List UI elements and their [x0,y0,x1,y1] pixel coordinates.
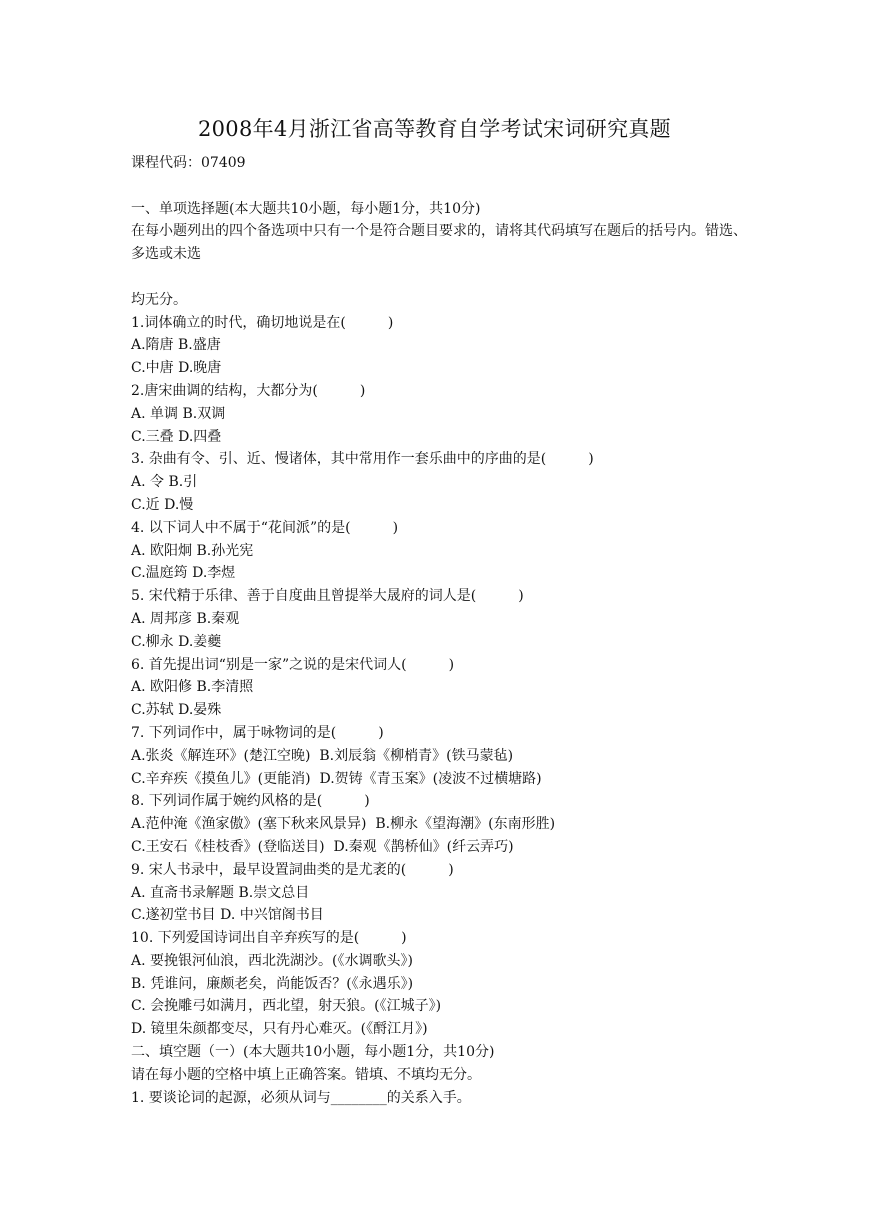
section1-instruction-cont: 均无分。 [131,291,187,308]
question-options: C.三叠 D.四叠 [131,428,222,445]
question-8 [131,790,751,858]
question-options: C.近 D.慢 [131,496,194,513]
question-options: C.王安石《桂枝香》(登临送目) D.秦观《鹊桥仙》(纤云弄巧) [131,838,514,855]
course-code: 课程代码：07409 [131,155,246,171]
question-text: 6. 首先提出词“别是一家”之说的是宋代词人( ) [131,656,455,673]
question-options: A. 欧阳炯 B.孙光宪 [131,542,254,559]
question-5 [131,585,751,653]
question-options: A. 令 B.引 [131,474,198,491]
question-text: 4. 以下词人中不属于“花间派”的是( ) [131,519,399,536]
question-2 [131,380,751,448]
question-option: C. 会挽雕弓如满月，西北望，射天狼。(《江城子》) [131,998,442,1015]
section2-heading: 二、填空题（一）(本大题共10小题，每小题1分，共10分) [131,1044,495,1061]
section1-instruction: 在每小题列出的四个备选项中只有一个是符合题目要求的，请将其代码填写在题后的括号内。错选、多选或未选 [131,223,747,263]
question-options: A.张炎《解连环》(楚江空晚) B.刘辰翁《柳梢青》(铁马蒙毡) [131,747,514,764]
question-options: C.柳永 D.姜夔 [131,633,222,650]
question-1 [131,312,751,380]
blank-line [131,175,751,198]
question-4 [131,517,751,585]
question-3 [131,448,751,516]
section1-heading: 一、单项选择题(本大题共10小题，每小题1分，共10分) [131,200,481,217]
question-text: 7. 下列词作中，属于咏物词的是( ) [131,724,384,741]
question-options: A.范仲淹《渔家傲》(塞下秋来风景异) B.柳永《望海潮》(东南形胜) [131,816,556,833]
question-6 [131,654,751,722]
question-option: B. 凭谁问，廉颇老矣，尚能饭否？(《永遇乐》) [131,975,414,992]
document-body [131,152,751,1109]
question-text: 9. 宋人书录中，最早设置詞曲类的是尤袤的( ) [131,861,454,878]
question-options: C.遂初堂书目 D. 中兴馆阁书目 [131,907,324,924]
question-text: 3. 杂曲有令、引、近、慢诸体，其中常用作一套乐曲中的序曲的是( ) [131,451,594,468]
question-options: C.温庭筠 D.李煜 [131,565,236,582]
question-options: A. 单调 B.双调 [131,405,226,422]
blank-line [131,266,751,289]
question-text: 8. 下列词作属于婉约风格的是( ) [131,793,370,810]
question-options: C.中唐 D.晚唐 [131,360,222,377]
question-options: A. 直斋书录解题 B.崇文总目 [131,884,310,901]
question-text: 5. 宋代精于乐律、善于自度曲且曾提举大晟府的词人是( ) [131,588,524,605]
question-options: A. 周邦彦 B.秦观 [131,610,240,627]
question-10 [131,927,751,1041]
question-text: 2.唐宋曲调的结构，大都分为( ) [131,382,366,399]
question-option: D. 镜里朱颜都变尽，只有丹心难灭。(《酹江月》) [131,1021,428,1038]
question-options: C.苏轼 D.晏殊 [131,702,222,719]
section2-instruction: 请在每小题的空格中填上正确答案。错填、不填均无分。 [131,1066,481,1083]
question-7 [131,722,751,790]
document-title: 2008年4月浙江省高等教育自学考试宋词研究真题 [197,117,671,141]
question-9 [131,859,751,927]
fill-question-1: 1. 要谈论词的起源，必须从词与________的关系入手。 [131,1089,471,1106]
question-options: A.隋唐 B.盛唐 [131,337,221,354]
question-text: 1.词体确立的时代，确切地说是在( ) [131,314,394,331]
question-option: A. 要挽银河仙浪，西北洗湖沙。(《水调歌头》) [131,952,413,969]
question-options: C.辛弃疾《摸鱼儿》(更能消) D.贺铸《青玉案》(凌波不过横塘路) [131,770,542,787]
question-options: A. 欧阳修 B.李清照 [131,679,254,696]
question-text: 10. 下列爱国诗词出自辛弃疾写的是( ) [131,930,407,947]
